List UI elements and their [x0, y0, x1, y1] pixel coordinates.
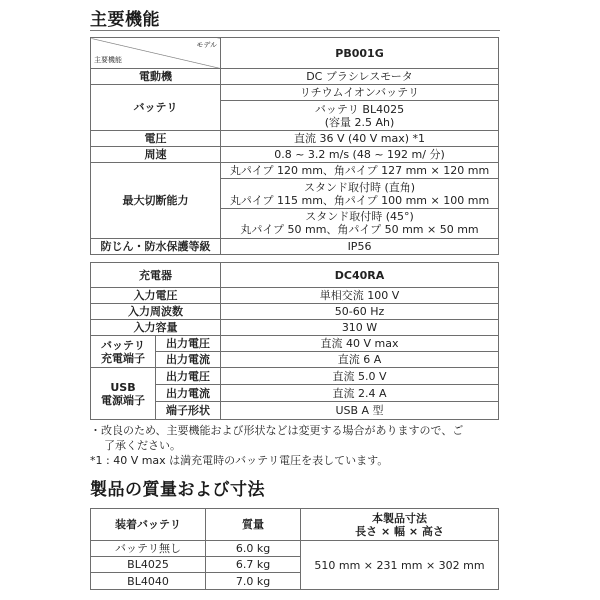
battery-model: バッテリ BL4025	[314, 102, 405, 116]
model-name: PB001G	[221, 38, 499, 69]
usb-out-voltage-label: 出力電圧	[156, 368, 221, 385]
voltage-value: 直流 36 V (40 V max) *1	[221, 130, 499, 146]
note-improvement-cont: 了承ください。	[104, 439, 181, 452]
battery-label: バッテリ	[91, 85, 221, 131]
dimensions-header-1: 本製品寸法	[372, 511, 427, 525]
charger-model: DC40RA	[221, 263, 499, 288]
battery-row-1: バッテリ無し	[91, 541, 206, 557]
battery-capacity: (容量 2.5 Ah)	[324, 115, 395, 129]
title-rule	[90, 30, 500, 31]
voltage-label: 電圧	[91, 130, 221, 146]
battery-model-cell	[221, 101, 499, 131]
mass-row-3: 7.0 kg	[206, 573, 301, 590]
ip-rating-value: IP56	[221, 238, 499, 254]
speed-value: 0.8 ~ 3.2 m/s (48 ~ 192 m/ 分)	[221, 147, 499, 163]
charger-label: 充電器	[91, 263, 221, 288]
ip-rating-label: 防じん・防水保護等級	[91, 238, 221, 254]
cutting-line-1: 丸パイプ 120 mm、角パイプ 127 mm × 120 mm	[221, 163, 499, 179]
battery-terminal-label-2: 充電端子	[101, 351, 145, 365]
col-battery-header: 装着バッテリ	[91, 509, 206, 541]
input-frequency-label: 入力周波数	[91, 304, 221, 320]
input-frequency-value: 50-60 Hz	[221, 304, 499, 320]
usb-out-current-label: 出力電流	[156, 385, 221, 402]
section-title-mass-dimensions: 製品の質量および寸法	[90, 480, 265, 500]
mass-dimensions-table	[90, 508, 499, 590]
input-voltage-value: 単相交流 100 V	[221, 288, 499, 304]
usb-terminal-label-1: USB	[110, 380, 136, 394]
cutting-line-4: スタンド取付時 (45°)	[305, 210, 414, 224]
usb-out-voltage-value: 直流 5.0 V	[221, 368, 499, 385]
battery-out-voltage-value: 直流 40 V max	[221, 336, 499, 352]
motor-value: DC ブラシレスモータ	[221, 69, 499, 85]
battery-out-voltage-label: 出力電圧	[156, 336, 221, 352]
cutting-line-5: 丸パイプ 50 mm、角パイプ 50 mm × 50 mm	[240, 223, 479, 237]
usb-terminal-label	[91, 368, 156, 420]
motor-label: 電動機	[91, 69, 221, 85]
battery-row-2: BL4025	[91, 557, 206, 573]
dimensions-header-2: 長さ × 幅 × 高さ	[355, 524, 444, 538]
usb-shape-label: 端子形状	[156, 402, 221, 420]
battery-type: リチウムイオンバッテリ	[221, 85, 499, 101]
battery-out-current-value: 直流 6 A	[221, 352, 499, 368]
corner-functions-label: 主要機能	[94, 56, 122, 64]
cutting-line-2: スタンド取付時 (直角)	[303, 180, 416, 194]
battery-row-3: BL4040	[91, 573, 206, 590]
col-dimensions-header	[301, 509, 499, 541]
corner-header-cell	[91, 38, 221, 69]
input-voltage-label: 入力電圧	[91, 288, 221, 304]
note-footnote-1: *1 : 40 V max は満充電時のバッテリ電圧を表しています。	[90, 454, 389, 467]
input-capacity-value: 310 W	[221, 320, 499, 336]
usb-shape-value: USB A 型	[221, 402, 499, 420]
battery-terminal-label	[91, 336, 156, 368]
main-functions-table	[90, 37, 499, 255]
cutting-45-cell	[221, 209, 499, 239]
charger-table	[90, 262, 499, 420]
corner-model-label: モデル	[196, 41, 217, 49]
battery-out-current-label: 出力電流	[156, 352, 221, 368]
section-title-main-functions: 主要機能	[90, 10, 160, 30]
notes	[90, 423, 508, 468]
usb-terminal-label-2: 電源端子	[101, 393, 145, 407]
speed-label: 周速	[91, 147, 221, 163]
note-improvement: ・改良のため、主要機能および形状などは変更する場合がありますので、ご	[90, 424, 464, 437]
battery-terminal-label-1: バッテリ	[101, 338, 145, 352]
dimensions-value: 510 mm × 231 mm × 302 mm	[301, 541, 499, 590]
mass-row-1: 6.0 kg	[206, 541, 301, 557]
mass-row-2: 6.7 kg	[206, 557, 301, 573]
cutting-line-3: 丸パイプ 115 mm、角パイプ 100 mm × 100 mm	[229, 193, 490, 207]
col-mass-header: 質量	[206, 509, 301, 541]
cutting-capacity-label: 最大切断能力	[91, 163, 221, 239]
usb-out-current-value: 直流 2.4 A	[221, 385, 499, 402]
input-capacity-label: 入力容量	[91, 320, 221, 336]
cutting-right-angle-cell	[221, 179, 499, 209]
